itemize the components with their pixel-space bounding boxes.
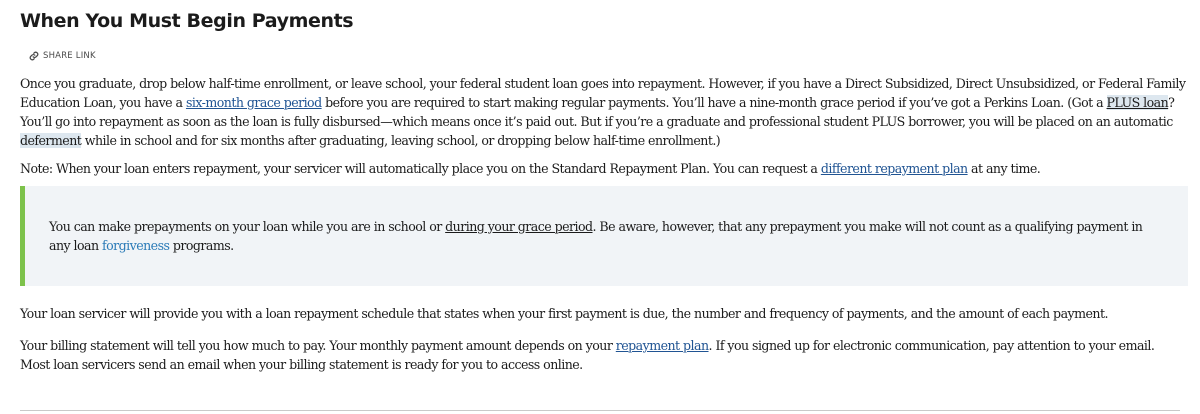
share-link-label: SHARE LINK	[43, 51, 96, 61]
deferment-term[interactable]: deferment	[20, 133, 82, 148]
text: any loan	[49, 238, 103, 253]
text: Education Loan, you have a	[20, 95, 186, 110]
plus-loan-term[interactable]: PLUS loan	[1106, 95, 1169, 110]
text: ?	[1168, 95, 1175, 110]
text: while in school and for six months after graduating, leaving school, or dropping below half-time enrollment.)	[81, 133, 721, 148]
different-repayment-plan-link[interactable]: different repayment plan	[820, 161, 968, 176]
text: at any time.	[967, 161, 1041, 176]
paragraph-line	[20, 131, 1180, 150]
callout-line	[49, 236, 1164, 255]
text: You’ll go into repayment as soon as the loan is fully disbursed—which means once it’s paid out. But if you’re a graduate and professional student PLUS borrower, you will be placed on an automatic	[20, 114, 1173, 129]
section-title: When You Must Begin Payments	[20, 10, 354, 32]
paragraph-schedule: Your loan servicer will provide you with a loan repayment schedule that states when your first payment is due, the number and frequency of payments, and the amount of each payment.	[20, 306, 1108, 321]
prepayment-callout	[20, 186, 1188, 286]
callout-line	[49, 217, 1164, 236]
paragraph-note	[20, 159, 1180, 178]
text: Most loan servicers send an email when your billing statement is ready for you to access online.	[20, 357, 583, 372]
paragraph-line	[20, 74, 1186, 93]
link-icon	[29, 51, 39, 61]
text: before you are required to start making regular payments. You’ll have a nine-month grace period if you’ve got a Perkins Loan. (Got a	[321, 95, 1107, 110]
text: Note: When your loan enters repayment, your servicer will automatically place you on the Standard Repayment Plan. You can request a	[20, 161, 821, 176]
paragraph-billing	[20, 336, 1180, 374]
grace-period-link[interactable]: six-month grace period	[185, 95, 322, 110]
text: Once you graduate, drop below half-time enrollment, or leave school, your federal student loan goes into repayment. However, if you have a Direct Subsidized, Direct Unsubsidized, or Federal Family	[20, 76, 1186, 91]
text: . If you signed up for electronic communication, pay attention to your email.	[708, 338, 1155, 353]
text: You can make prepayments on your loan while you are in school or	[49, 219, 446, 234]
divider	[20, 410, 1180, 411]
share-link-button[interactable]	[29, 49, 96, 63]
paragraph-line	[20, 93, 1180, 112]
paragraph-repayment-start	[20, 74, 1186, 150]
text: . Be aware, however, that any prepayment you make will not count as a qualifying payment in	[592, 219, 1143, 234]
text: programs.	[169, 238, 234, 253]
paragraph-line	[20, 336, 1180, 355]
forgiveness-link[interactable]: forgiveness	[102, 238, 170, 253]
paragraph-line	[20, 112, 1180, 131]
repayment-plan-link[interactable]: repayment plan	[615, 338, 709, 353]
paragraph-line	[20, 355, 1180, 374]
during-grace-period-term[interactable]: during your grace period	[445, 219, 593, 234]
text: Your billing statement will tell you how much to pay. Your monthly payment amount depends on your	[20, 338, 616, 353]
